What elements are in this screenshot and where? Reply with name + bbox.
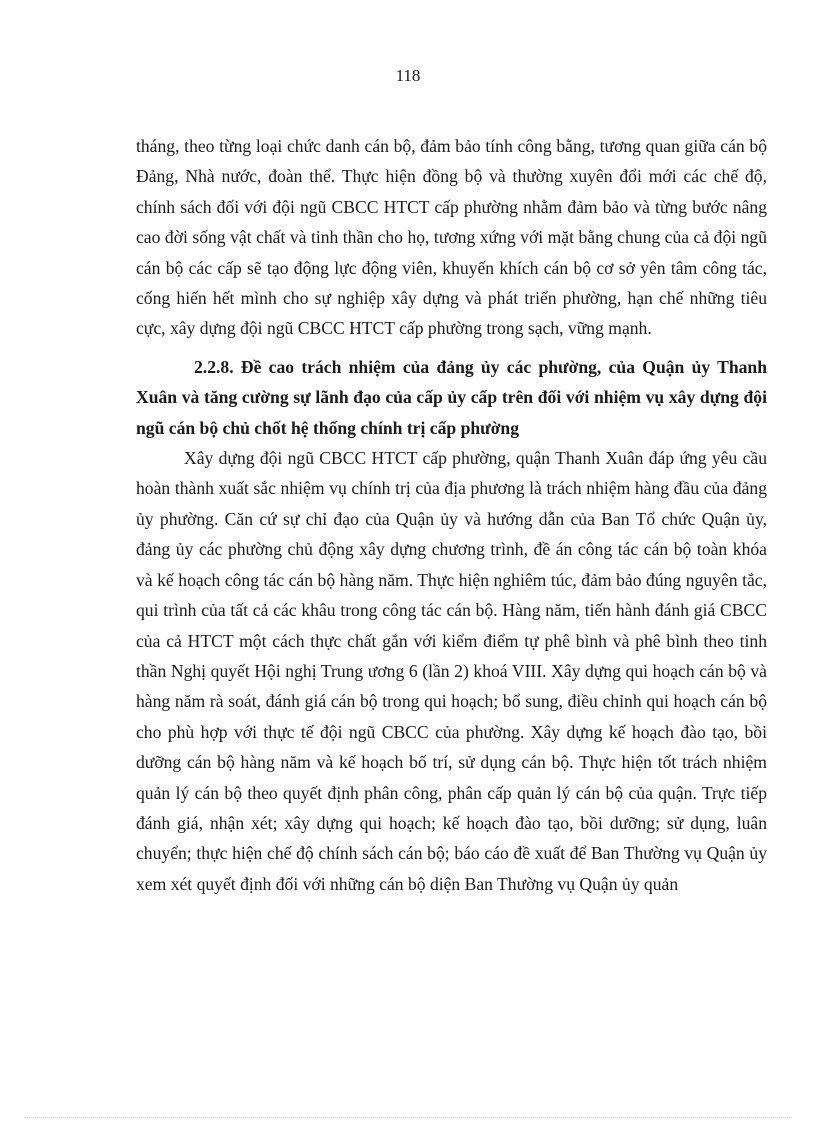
section-heading: 2.2.8. Đề cao trách nhiệm của đảng ủy các phường, của Quận ủy Thanh Xuân và tăng cường sự lãnh đạo của cấp ủy cấp trên đối với nhiệm vụ xây dựng đội ngũ cán bộ chủ chốt hệ thống chính trị cấp phường	[136, 356, 767, 438]
page-number: 118	[395, 66, 421, 85]
page-bottom-border	[24, 1117, 792, 1118]
document-body	[136, 131, 767, 899]
paragraph-body: Xây dựng đội ngũ CBCC HTCT cấp phường, quận Thanh Xuân đáp ứng yêu cầu hoàn thành xuất sắc nhiệm vụ chính trị của địa phương là trách nhiệm hàng đầu của đảng ủy phường. Căn cứ sự chỉ đạo của Quận ủy và hướng dẫn của Ban Tổ chức Quận ủy, đảng ủy các phường chủ động xây dựng chương trình, đề án công tác cán bộ toàn khóa và kế hoạch công tác cán bộ hàng năm. Thực hiện nghiêm túc, đảm bảo đúng nguyên tắc, qui trình của tất cả các khâu trong công tác cán bộ. Hàng năm, tiến hành đánh giá CBCC của cả HTCT một cách thực chất gắn với kiểm điểm tự phê bình và phê bình theo tinh thần Nghị quyết Hội nghị Trung ương 6 (lần 2) khoá VIII. Xây dựng qui hoạch cán bộ và hàng năm rà soát, đánh giá cán bộ trong qui hoạch; bổ sung, điều chỉnh qui hoạch cán bộ cho phù hợp với thực tế đội ngũ CBCC của phường. Xây dựng kế hoạch đào tạo, bồi dưỡng cán bộ hàng năm và kế hoạch bố trí, sử dụng cán bộ. Thực hiện tốt trách nhiệm quản lý cán bộ theo quyết định phân công, phân cấp quản lý cán bộ của quận. Trực tiếp đánh giá, nhận xét; xây dựng qui hoạch; kế hoạch đào tạo, bồi dưỡng; sử dụng, luân chuyển; thực hiện chế độ chính sách cán bộ; báo cáo đề xuất để Ban Thường vụ Quận ủy xem xét quyết định đối với những cán bộ diện Ban Thường vụ Quận ủy quản	[136, 448, 767, 894]
paragraph-continuation: tháng, theo từng loại chức danh cán bộ, đảm bảo tính công bằng, tương quan giữa cán bộ Đảng, Nhà nước, đoàn thể. Thực hiện đồng bộ và thường xuyên đổi mới các chế độ, chính sách đối với đội ngũ CBCC HTCT cấp phường nhằm đảm bảo và từng bước nâng cao đời sống vật chất và tinh thần cho họ, tương xứng với mặt bằng chung của cả đội ngũ cán bộ các cấp sẽ tạo động lực động viên, khuyến khích cán bộ cơ sở yên tâm công tác, cống hiến hết mình cho sự nghiệp xây dựng và phát triển phường, hạn chế những tiêu cực, xây dựng đội ngũ CBCC HTCT cấp phường trong sạch, vững mạnh.	[136, 136, 767, 339]
